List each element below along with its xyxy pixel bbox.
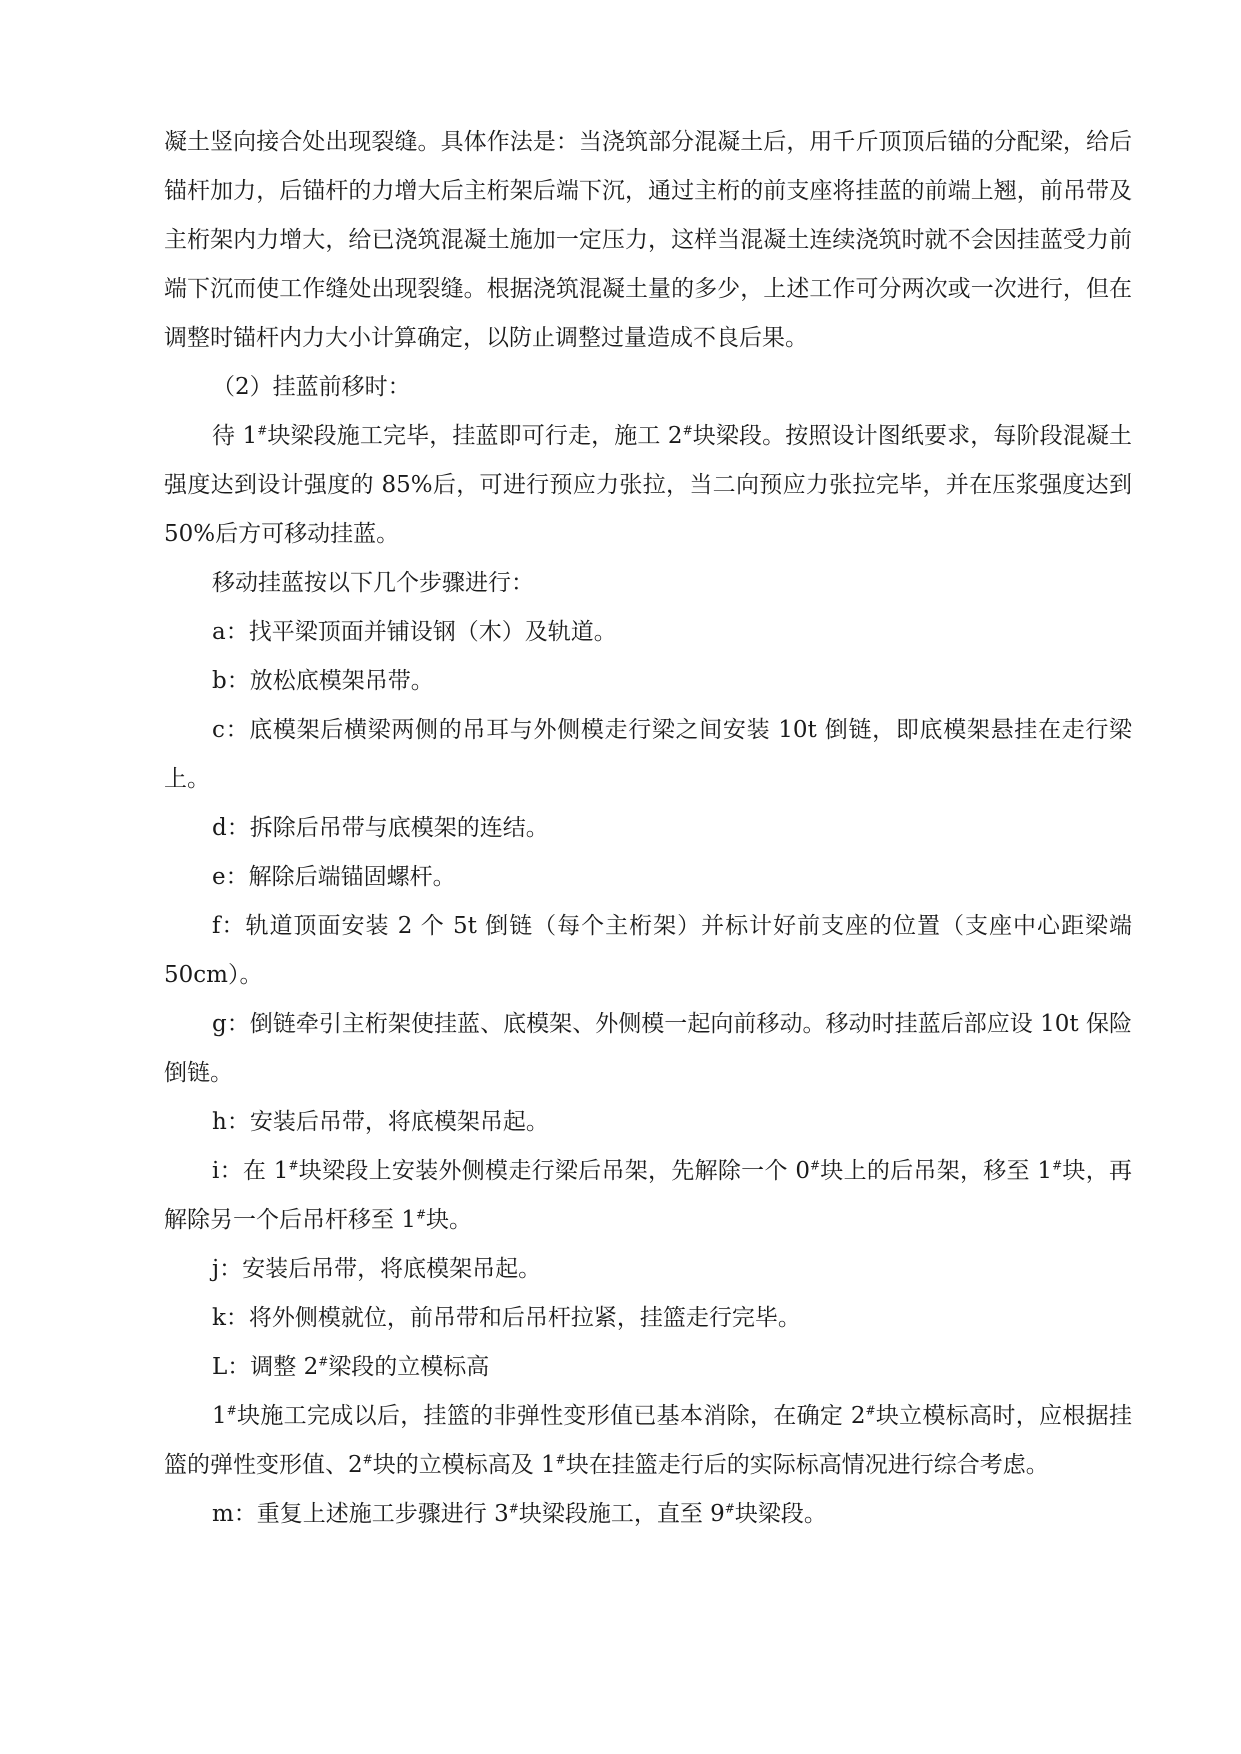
paragraph-text: f：轨道顶面安装 2 个 5t 倒链（每个主桁架）并标计好前支座的位置（支座中心距梁端 50cm）。 bbox=[164, 913, 1132, 988]
paragraph-text: 块梁段。 bbox=[734, 1501, 827, 1527]
paragraph-text: 梁段的立模标高 bbox=[328, 1354, 490, 1380]
document-page bbox=[164, 118, 1132, 1539]
superscript-mark: # bbox=[865, 1403, 876, 1418]
paragraph-text: 块梁段。按照设计图纸要求，每阶段混凝土强度达到设计强度的 85%后，可进行预应力张拉，当二向预应力张拉完毕，并在压浆强度达到 50%后方可移动挂蓝。 bbox=[164, 423, 1133, 547]
paragraph-text: i：在 1 bbox=[212, 1158, 289, 1184]
paragraph-text: 块梁段上安装外侧模走行梁后吊架，先解除一个 0 bbox=[298, 1158, 810, 1184]
paragraph-text: 块梁段施工完毕，挂蓝即可行走，施工 2 bbox=[267, 423, 683, 449]
paragraph-text: （2）挂蓝前移时： bbox=[212, 374, 411, 400]
superscript-mark: # bbox=[508, 1501, 519, 1516]
paragraph bbox=[164, 1294, 1132, 1343]
paragraph-text: 移动挂蓝按以下几个步骤进行： bbox=[212, 570, 534, 596]
superscript-mark: # bbox=[809, 1158, 821, 1173]
superscript-mark: # bbox=[226, 1403, 237, 1418]
paragraph-text: 块。 bbox=[426, 1207, 473, 1233]
paragraph-text: 块在挂篮走行后的实际标高情况进行综合考虑。 bbox=[565, 1452, 1049, 1478]
paragraph bbox=[164, 1147, 1132, 1245]
paragraph bbox=[164, 608, 1132, 657]
paragraph bbox=[164, 363, 1132, 412]
paragraph-text: k：将外侧模就位，前吊带和后吊杆拉紧，挂篮走行完毕。 bbox=[212, 1305, 801, 1331]
superscript-mark: # bbox=[1052, 1158, 1063, 1173]
paragraph-text: 块梁段施工，直至 9 bbox=[518, 1501, 725, 1527]
paragraph-text: 块的立模标高及 1 bbox=[372, 1452, 556, 1478]
paragraph bbox=[164, 1000, 1132, 1098]
paragraph-text: 块，再解除另一个后吊杆移至 1 bbox=[164, 1158, 1132, 1233]
paragraph-text: g：倒链牵引主桁架使挂蓝、底模架、外侧模一起向前移动。移动时挂蓝后部应设 10t 保险倒链。 bbox=[164, 1011, 1132, 1086]
superscript-mark: # bbox=[257, 423, 268, 438]
paragraph-text: L：调整 2 bbox=[212, 1354, 319, 1380]
paragraph-text: j：安装后吊带，将底模架吊起。 bbox=[212, 1256, 542, 1282]
paragraph bbox=[164, 706, 1132, 804]
superscript-mark: # bbox=[288, 1158, 299, 1173]
paragraph bbox=[164, 1245, 1132, 1294]
superscript-mark: # bbox=[415, 1207, 427, 1222]
paragraph bbox=[164, 657, 1132, 706]
paragraph bbox=[164, 1098, 1132, 1147]
paragraph-text: e：解除后端锚固螺杆。 bbox=[212, 864, 456, 890]
paragraph-text: m：重复上述施工步骤进行 3 bbox=[212, 1501, 509, 1527]
paragraph bbox=[164, 118, 1132, 363]
paragraph bbox=[164, 412, 1132, 559]
paragraph-text: 块上的后吊架，移至 1 bbox=[820, 1158, 1053, 1184]
paragraph bbox=[164, 853, 1132, 902]
paragraph bbox=[164, 1490, 1132, 1539]
paragraph-text: 1 bbox=[212, 1403, 227, 1429]
paragraph-text: 凝土竖向接合处出现裂缝。具体作法是：当浇筑部分混凝土后，用千斤顶顶后锚的分配梁，给后锚杆加力，后锚杆的力增大后主桁架后端下沉，通过主桁的前支座将挂蓝的前端上翘，前吊带及主桁架内力增大，给已浇筑混凝土施加一定压力，这样当混凝土连续浇筑时就不会因挂蓝受力前端下沉而使工作缝处出现裂缝。根据浇筑混凝土量的多少，上述工作可分两次或一次进行，但在调整时锚杆内力大小计算确定，以防止调整过量造成不良后果。 bbox=[164, 129, 1132, 351]
paragraph-text: d：拆除后吊带与底模架的连结。 bbox=[212, 815, 549, 841]
paragraph bbox=[164, 1392, 1132, 1490]
superscript-mark: # bbox=[318, 1354, 329, 1369]
paragraph bbox=[164, 1343, 1132, 1392]
paragraph-text: a：找平梁顶面并铺设钢（木）及轨道。 bbox=[212, 619, 617, 645]
superscript-mark: # bbox=[682, 423, 693, 438]
paragraph-text: 待 1 bbox=[212, 423, 258, 449]
paragraph bbox=[164, 559, 1132, 608]
paragraph-text: 块施工完成以后，挂篮的非弹性变形值已基本消除，在确定 2 bbox=[236, 1403, 866, 1429]
paragraph bbox=[164, 902, 1132, 1000]
paragraph bbox=[164, 804, 1132, 853]
superscript-mark: # bbox=[362, 1452, 373, 1467]
paragraph-text: 块立模标高时，应根据挂篮的弹性变形值、2 bbox=[164, 1403, 1132, 1478]
superscript-mark: # bbox=[724, 1501, 735, 1516]
paragraph-text: b：放松底模架吊带。 bbox=[212, 668, 434, 694]
superscript-mark: # bbox=[555, 1452, 566, 1467]
paragraph-text: h：安装后吊带，将底模架吊起。 bbox=[212, 1109, 549, 1135]
paragraph-text: c：底模架后横梁两侧的吊耳与外侧模走行梁之间安装 10t 倒链，即底模架悬挂在走行梁上。 bbox=[164, 717, 1132, 792]
